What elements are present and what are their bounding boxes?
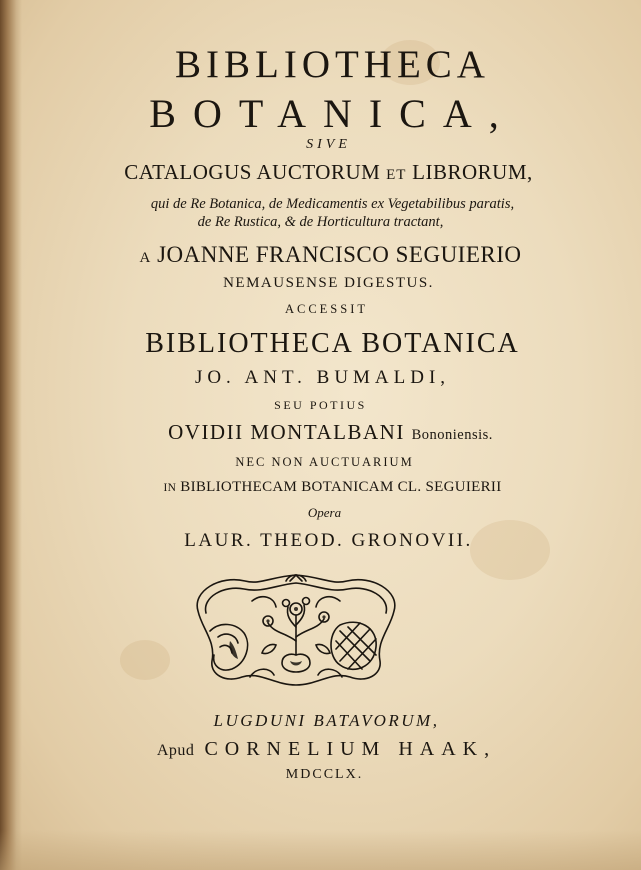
imprint-year: MDCCLX. [285, 767, 364, 782]
main-title-line-1: BIBLIOTHECA [175, 43, 490, 86]
accessit-word: ACCESSIT [284, 302, 369, 316]
subtitle-line-2: de Re Rustica, & de Horticultura tractant, [197, 214, 444, 230]
imprint-apud: Apud [156, 742, 195, 759]
editor-line: LAUR. THEOD. GRONOVII. [184, 530, 473, 551]
nec-non-line: NEC NON AUCTUARIUM [235, 455, 414, 469]
ovidii-main: OVIDII MONTALBANI [168, 420, 412, 444]
imprint-publisher-line [6, 738, 641, 761]
author-a: A [139, 250, 151, 266]
page-edge-shadow [0, 830, 641, 870]
ovidii-line [10, 420, 641, 445]
imprint-publisher: CORNELIUM HAAK, [204, 738, 497, 760]
seu-potius: SEU POTIUS [274, 398, 367, 412]
sive-word: SIVE [306, 137, 351, 152]
main-title-line-2: BOTANICA, [149, 91, 516, 136]
catalogus-main: CATALOGUS AUCTORUM [124, 160, 387, 184]
in-bibliothecam-line [12, 479, 641, 496]
ovidii-origin: Bononiensis. [411, 427, 493, 443]
floral-cartouche-vignette-icon [190, 571, 402, 689]
catalogus-end: LIBRORUM, [406, 160, 533, 184]
catalogus-et: ET [386, 167, 407, 183]
author-origin: NEMAUSENSE DIGESTUS. [223, 275, 434, 291]
foxing-spot [120, 640, 170, 680]
catalogus-line [8, 160, 641, 185]
in-rest: BIBLIOTHECAM BOTANICAM CL. SEGUIERII [176, 479, 502, 495]
second-author: JO. ANT. BUMALDI, [194, 367, 451, 388]
in-word: IN [163, 482, 177, 494]
subtitle-line-1: qui de Re Botanica, de Medicamentis ex Vegetabilibus paratis, [150, 196, 515, 212]
author-line [10, 242, 641, 268]
opera-word: Opera [307, 505, 342, 520]
imprint-place: LUGDUNI BATAVORUM, [213, 711, 440, 730]
author-name: JOANNE FRANCISCO SEGUIERIO [150, 242, 522, 267]
second-title: BIBLIOTHECA BOTANICA [145, 328, 520, 359]
